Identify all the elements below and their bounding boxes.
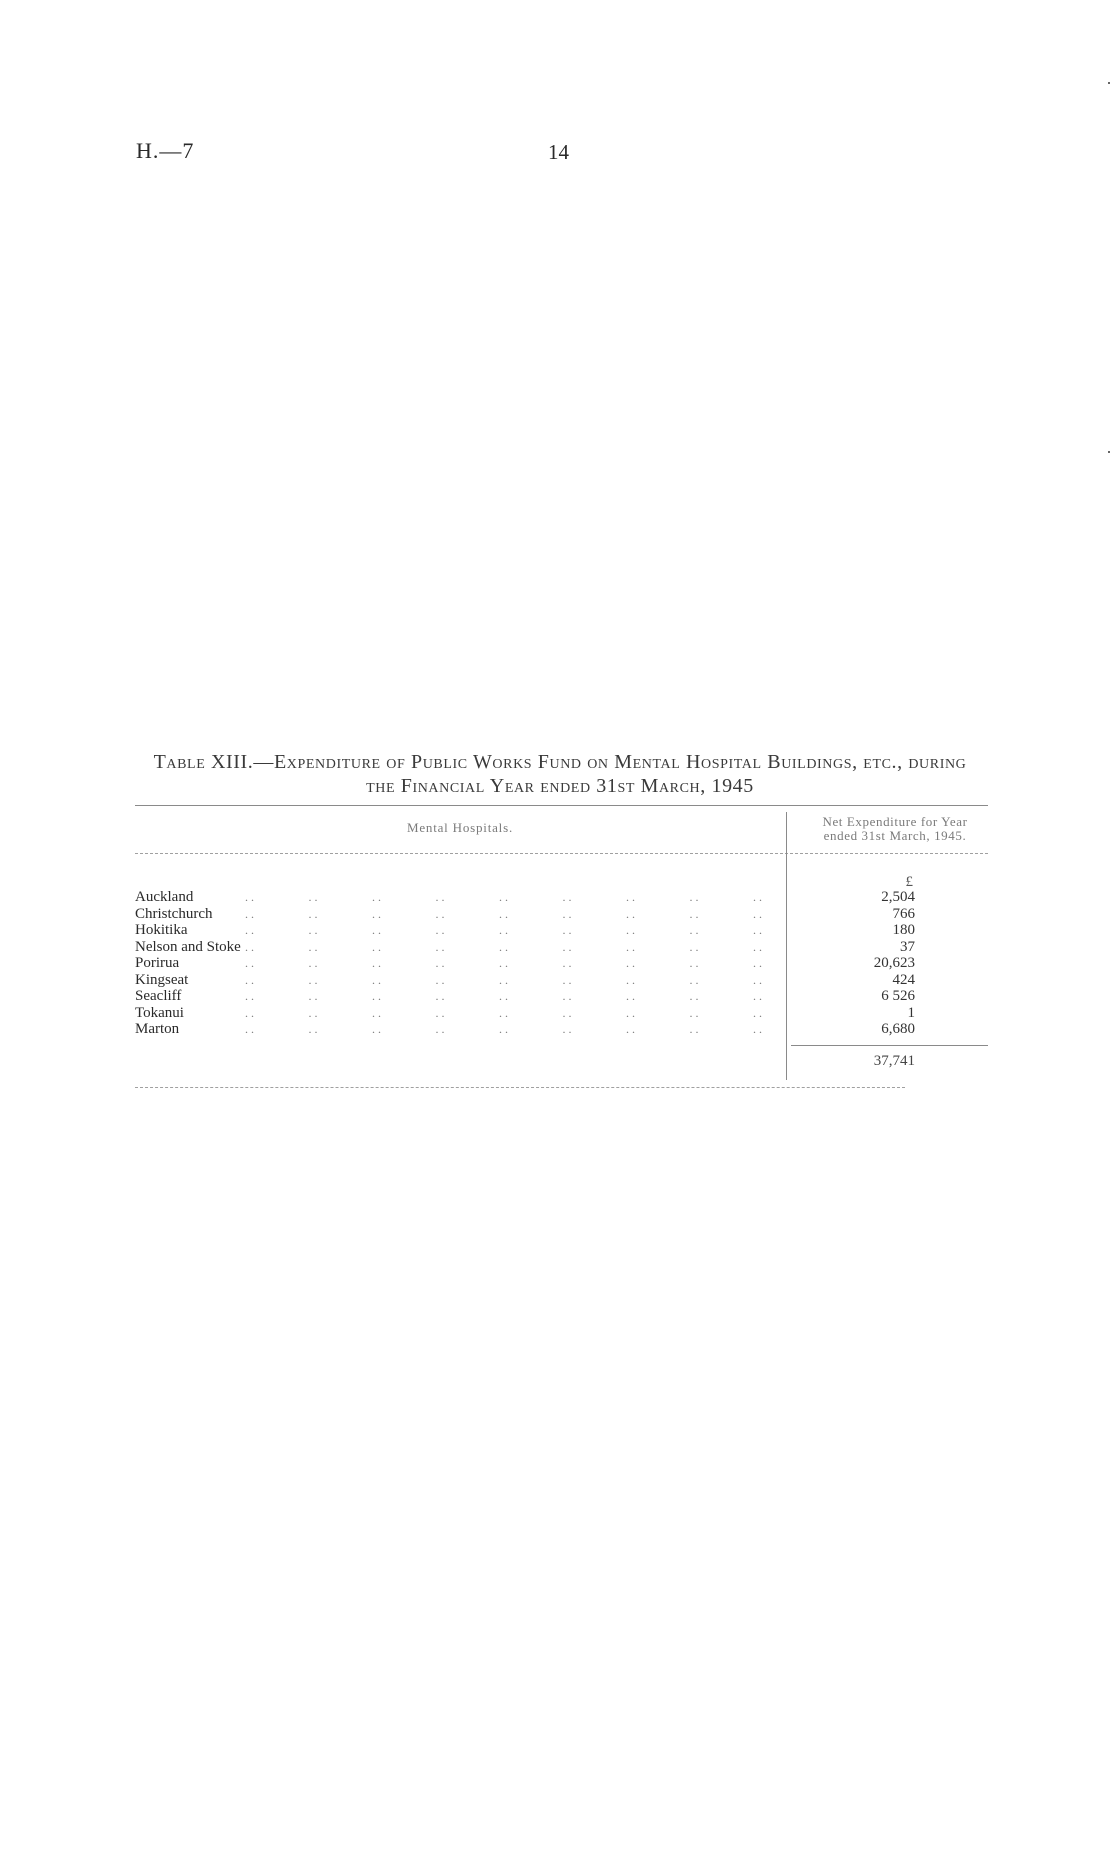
column-header-net-expenditure [790, 815, 1000, 843]
hospital-name: Porirua [135, 955, 180, 971]
expenditure-value: 424 [892, 971, 915, 988]
leader-dots: . . [562, 1022, 572, 1036]
column-header-net-expenditure-line-2: ended 31st March, 1945. [823, 828, 967, 843]
leader-dots: . . [499, 939, 508, 954]
table-row [135, 906, 915, 923]
table-row [135, 972, 915, 989]
leader-dots: . . [626, 1005, 635, 1020]
currency-unit: £ [905, 874, 913, 890]
leader-dots: . . [372, 989, 381, 1003]
expenditure-value: 6,680 [881, 1021, 915, 1037]
page-reference: H.—7 [136, 138, 195, 163]
hospital-name: Christchurch [135, 905, 213, 922]
leader-dots: . . [245, 906, 254, 921]
page-number: 14 [548, 140, 569, 164]
leader-dots: . . [372, 972, 381, 987]
leader-dots: . . [562, 989, 572, 1003]
leader-dots: . . [753, 890, 762, 904]
leader-dots: . . [245, 939, 254, 954]
leader-dots: . . [372, 956, 381, 970]
expenditure-value: 37 [900, 938, 915, 955]
hospital-name: Tokanui [135, 1004, 184, 1021]
leader-dots: . . [499, 972, 508, 987]
hospital-name: Marton [135, 1021, 180, 1037]
leader-dots: . . [308, 1005, 318, 1020]
leader-dots: . . [562, 890, 572, 904]
leader-dots: . . [245, 1005, 254, 1020]
leader-dots: . . [689, 989, 699, 1003]
hospital-name: Kingseat [135, 971, 189, 988]
leader-dots: . . [562, 939, 572, 954]
leader-dots: . . [689, 906, 699, 921]
table-bottom-rule [135, 1087, 905, 1088]
hospital-name: Seacliff [135, 988, 182, 1004]
leader-dots: . . [308, 956, 318, 970]
leader-dots: . . [753, 989, 762, 1003]
table-title [120, 750, 1000, 798]
leader-dots: . . [753, 923, 762, 937]
leader-dots: . . [435, 906, 445, 921]
leader-dots: . . [372, 890, 381, 904]
leader-dots: . . [626, 972, 635, 987]
table-body [135, 889, 915, 1038]
table-row [135, 922, 915, 939]
table-title-line-1: Table XIII.—Expenditure of Public Works Fund on Mental Hospital Buildings, etc., during [153, 751, 967, 773]
leader-dots: . . [245, 890, 254, 904]
leader-dots: . . [499, 906, 508, 921]
leader-dots: . . [308, 989, 318, 1003]
leader-dots: . . [753, 906, 762, 921]
expenditure-value: 2,504 [881, 889, 915, 905]
leader-dots: . . [689, 972, 699, 987]
leader-dots: . . [308, 923, 318, 937]
leader-dots: . . [372, 1022, 381, 1036]
leader-dots: . . [689, 1022, 699, 1036]
leader-dots: . . [372, 939, 381, 954]
leader-dots: . . [562, 906, 572, 921]
leader-dots: . . [626, 923, 635, 937]
leader-dots: . . [435, 890, 445, 904]
leader-dots: . . [499, 1005, 508, 1020]
leader-dots: . . [753, 1005, 762, 1020]
leader-dots: . . [435, 956, 445, 970]
scan-mark [1108, 82, 1110, 84]
expenditure-value: 6 526 [881, 988, 915, 1004]
leader-dots: . . [308, 890, 318, 904]
header-bottom-rule [135, 853, 988, 854]
hospital-name: Nelson and Stoke [135, 938, 241, 955]
leader-dots: . . [435, 1022, 445, 1036]
table-row [135, 939, 915, 956]
leader-dots: . . [245, 923, 254, 937]
table-title-line-2: the Financial Year ended 31st March, 1945 [366, 775, 754, 797]
leader-dots: . . [753, 972, 762, 987]
table-row [135, 955, 915, 972]
leader-dots: . . [689, 923, 699, 937]
hospital-name: Hokitika [135, 922, 188, 938]
leader-dots: . . [245, 1022, 254, 1036]
hospital-name: Auckland [135, 889, 194, 905]
leader-dots: . . [435, 939, 445, 954]
leader-dots: . . [689, 890, 699, 904]
expenditure-value: 1 [907, 1004, 915, 1021]
leader-dots: . . [308, 906, 318, 921]
leader-dots: . . [562, 1005, 572, 1020]
leader-dots: . . [308, 1022, 318, 1036]
leader-dots: . . [499, 989, 508, 1003]
leader-dots: . . [562, 923, 572, 937]
leader-dots: . . [372, 923, 381, 937]
table-row [135, 889, 915, 906]
leader-dots: . . [626, 939, 635, 954]
leader-dots: . . [689, 956, 699, 970]
column-header-mental-hospitals: Mental Hospitals. [406, 820, 514, 835]
total-value: 37,741 [873, 1053, 915, 1069]
leader-dots: . . [626, 890, 635, 904]
leader-dots: . . [308, 939, 318, 954]
leader-dots: . . [626, 956, 635, 970]
leader-dots: . . [435, 923, 445, 937]
leader-dots: . . [372, 1005, 381, 1020]
leader-dots: . . [499, 956, 508, 970]
leader-dots: . . [499, 890, 508, 904]
leader-dots: . . [753, 956, 762, 970]
leader-dots: . . [562, 972, 572, 987]
table-row [135, 988, 915, 1005]
leader-dots: . . [308, 972, 318, 987]
leader-dots: . . [435, 989, 445, 1003]
leader-dots: . . [245, 972, 254, 987]
expenditure-value: 20,623 [873, 955, 915, 971]
column-header-net-expenditure-line-1: Net Expenditure for Year [822, 814, 968, 829]
expenditure-value: 180 [892, 922, 915, 938]
leader-dots: . . [689, 939, 699, 954]
table-row [135, 1021, 915, 1038]
leader-dots: . . [499, 923, 508, 937]
leader-dots: . . [753, 939, 762, 954]
leader-dots: . . [753, 1022, 762, 1036]
expenditure-value: 766 [892, 905, 915, 922]
table-top-rule [135, 805, 988, 806]
leader-dots: . . [562, 956, 572, 970]
leader-dots: . . [689, 1005, 699, 1020]
leader-dots: . . [499, 1022, 508, 1036]
leader-dots: . . [435, 972, 445, 987]
leader-dots: . . [435, 1005, 445, 1020]
table-row [135, 1005, 915, 1022]
leader-dots: . . [626, 989, 635, 1003]
leader-dots: . . [245, 989, 254, 1003]
leader-dots: . . [626, 1022, 635, 1036]
scan-mark [1108, 451, 1110, 453]
leader-dots: . . [626, 906, 635, 921]
leader-dots: . . [245, 956, 254, 970]
leader-dots: . . [372, 906, 381, 921]
total-rule [791, 1045, 988, 1046]
